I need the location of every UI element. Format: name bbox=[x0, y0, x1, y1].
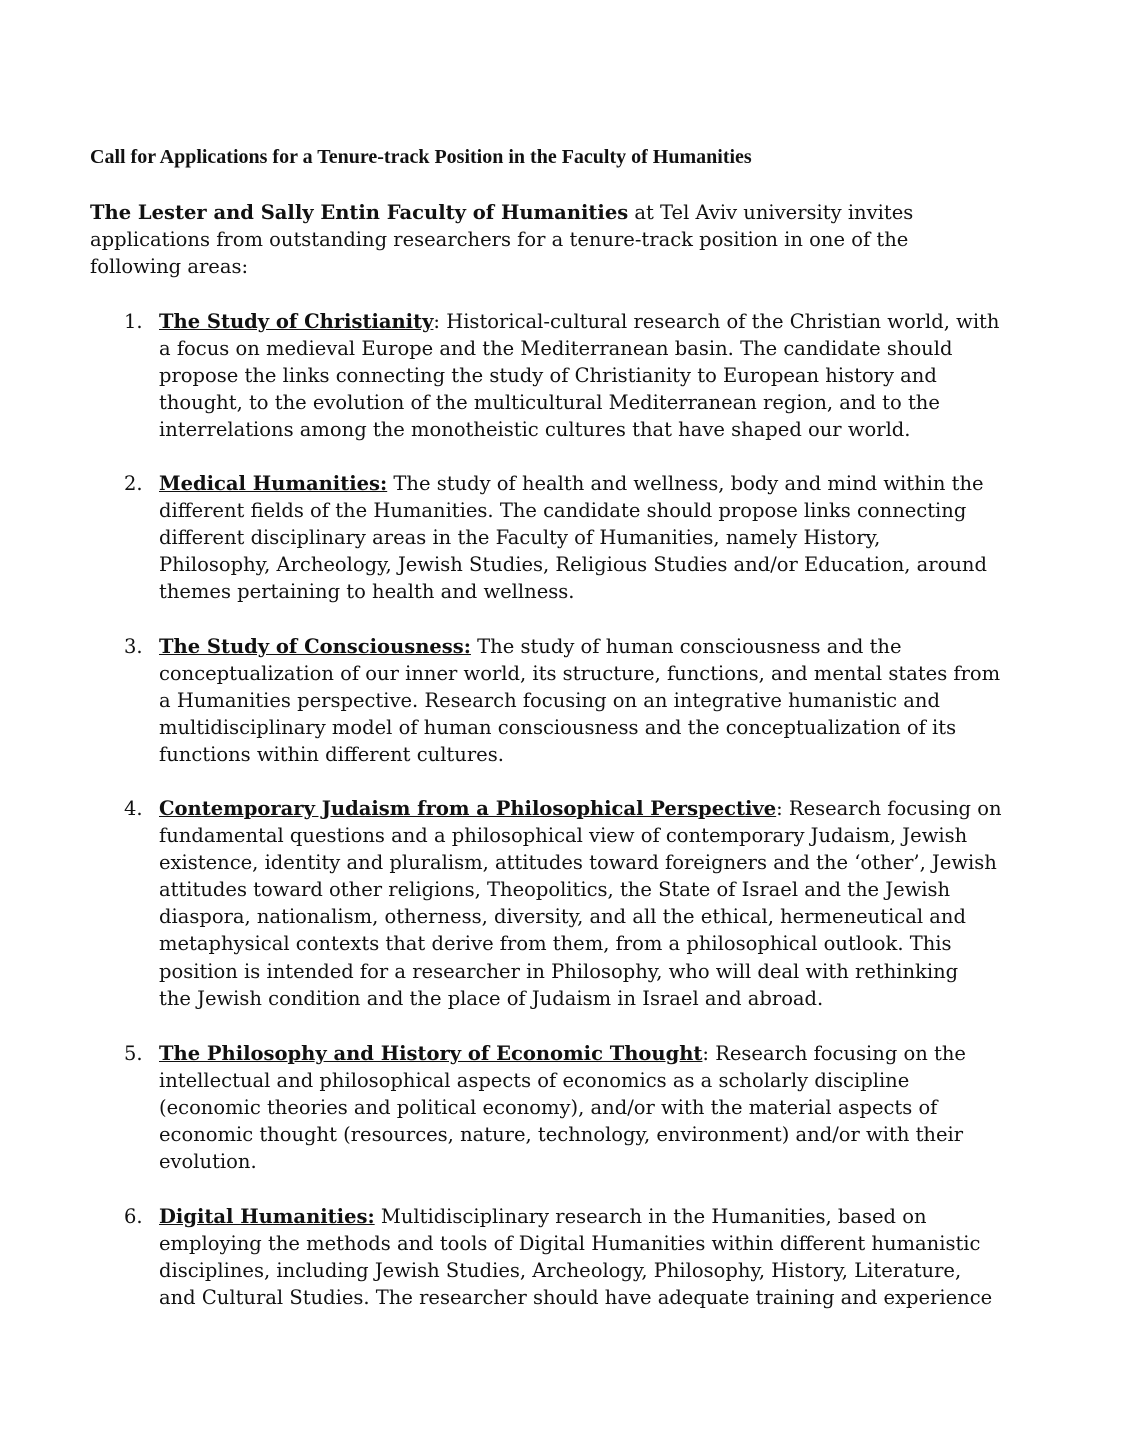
area-text-line: Philosophy, Archeology, Jewish Studies, Religious Studies and/or Education, around bbox=[159, 553, 987, 577]
area-text-line: evolution. bbox=[159, 1150, 257, 1174]
list-number: 1. bbox=[124, 310, 143, 333]
area-heading: The Study of Consciousness: bbox=[159, 635, 471, 658]
area-text-line: attitudes toward other religions, Theopolitics, the State of Israel and the Jewish bbox=[159, 878, 951, 902]
area-heading: Digital Humanities: bbox=[159, 1205, 375, 1228]
area-heading: The Philosophy and History of Economic Thought bbox=[159, 1042, 703, 1065]
area-text-line: : Research focusing on the bbox=[702, 1042, 966, 1065]
area-text-line: diaspora, nationalism, otherness, diversity, and all the ethical, hermeneutical and bbox=[159, 905, 966, 929]
area-text-line: : Historical-cultural research of the Christian world, with bbox=[433, 310, 1000, 333]
area-text-line: different disciplinary areas in the Faculty of Humanities, namely History, bbox=[159, 526, 881, 550]
list-number: 4. bbox=[124, 797, 143, 820]
area-text-line: interrelations among the monotheistic cultures that have shaped our world. bbox=[159, 418, 911, 442]
intro-line-2: applications from outstanding researchers for a tenure-track position in one of the bbox=[90, 228, 909, 251]
area-text-line: disciplines, including Jewish Studies, Archeology, Philosophy, History, Literature, bbox=[159, 1259, 962, 1283]
area-heading: Contemporary Judaism from a Philosophical Perspective bbox=[159, 797, 777, 820]
area-description bbox=[159, 308, 1009, 443]
area-text-line: multidisciplinary model of human consciousness and the conceptualization of its bbox=[159, 716, 957, 740]
area-text-line: The study of human consciousness and the bbox=[470, 635, 902, 658]
area-text-line: thought, to the evolution of the multicultural Mediterranean region, and to the bbox=[159, 391, 940, 415]
list-number: 2. bbox=[124, 472, 143, 495]
area-text-line: conceptualization of our inner world, its structure, functions, and mental states from bbox=[159, 662, 1001, 686]
area-text-line: (economic theories and political economy), and/or with the material aspects of bbox=[159, 1096, 938, 1120]
area-text-line: position is intended for a researcher in Philosophy, who will deal with rethinking bbox=[159, 959, 959, 983]
area-heading: Medical Humanities: bbox=[159, 472, 388, 495]
intro-paragraph bbox=[90, 199, 990, 280]
area-text-line: different fields of the Humanities. The candidate should propose links connecting bbox=[159, 499, 967, 523]
area-text-line: employing the methods and tools of Digital Humanities within different humanistic bbox=[159, 1232, 981, 1256]
intro-line-3: following areas: bbox=[90, 255, 249, 278]
list-number: 5. bbox=[124, 1042, 143, 1065]
area-text-line: and Cultural Studies. The researcher should have adequate training and experience bbox=[159, 1286, 993, 1310]
document-title: Call for Applications for a Tenure-track Position in the Faculty of Humanities bbox=[90, 146, 752, 168]
area-text-line: The study of health and wellness, body and mind within the bbox=[387, 472, 984, 495]
area-text-line: existence, identity and pluralism, attitudes toward foreigners and the ‘other’, Jewish bbox=[159, 851, 997, 875]
intro-text: at Tel Aviv university invites bbox=[628, 201, 914, 224]
area-text-line: Multidisciplinary research in the Humanities, based on bbox=[374, 1205, 927, 1228]
intro-line-1 bbox=[90, 199, 990, 226]
area-text-line: propose the links connecting the study of Christianity to European history and bbox=[159, 364, 937, 388]
area-heading: The Study of Christianity bbox=[159, 310, 434, 333]
area-text-line: economic thought (resources, nature, technology, environment) and/or with their bbox=[159, 1123, 964, 1147]
area-text-line: fundamental questions and a philosophical view of contemporary Judaism, Jewish bbox=[159, 824, 968, 848]
area-text-line: metaphysical contexts that derive from them, from a philosophical outlook. This bbox=[159, 932, 952, 956]
area-description bbox=[159, 1203, 1009, 1311]
area-text-line: a focus on medieval Europe and the Mediterranean basin. The candidate should bbox=[159, 337, 953, 361]
area-text-line: the Jewish condition and the place of Judaism in Israel and abroad. bbox=[159, 986, 824, 1010]
list-number: 6. bbox=[124, 1205, 143, 1228]
area-text-line: intellectual and philosophical aspects of economics as a scholarly discipline bbox=[159, 1069, 910, 1093]
area-text-line: themes pertaining to health and wellness. bbox=[159, 580, 575, 604]
intro-faculty-name: The Lester and Sally Entin Faculty of Humanities bbox=[90, 201, 629, 224]
area-text-line: functions within different cultures. bbox=[159, 743, 504, 767]
area-description bbox=[159, 633, 1009, 768]
area-description bbox=[159, 470, 1009, 605]
area-description bbox=[159, 1040, 1009, 1175]
area-text-line: : Research focusing on bbox=[776, 797, 1002, 820]
area-text-line: a Humanities perspective. Research focusing on an integrative humanistic and bbox=[159, 689, 940, 713]
list-number: 3. bbox=[124, 635, 143, 658]
area-description bbox=[159, 795, 1009, 1012]
